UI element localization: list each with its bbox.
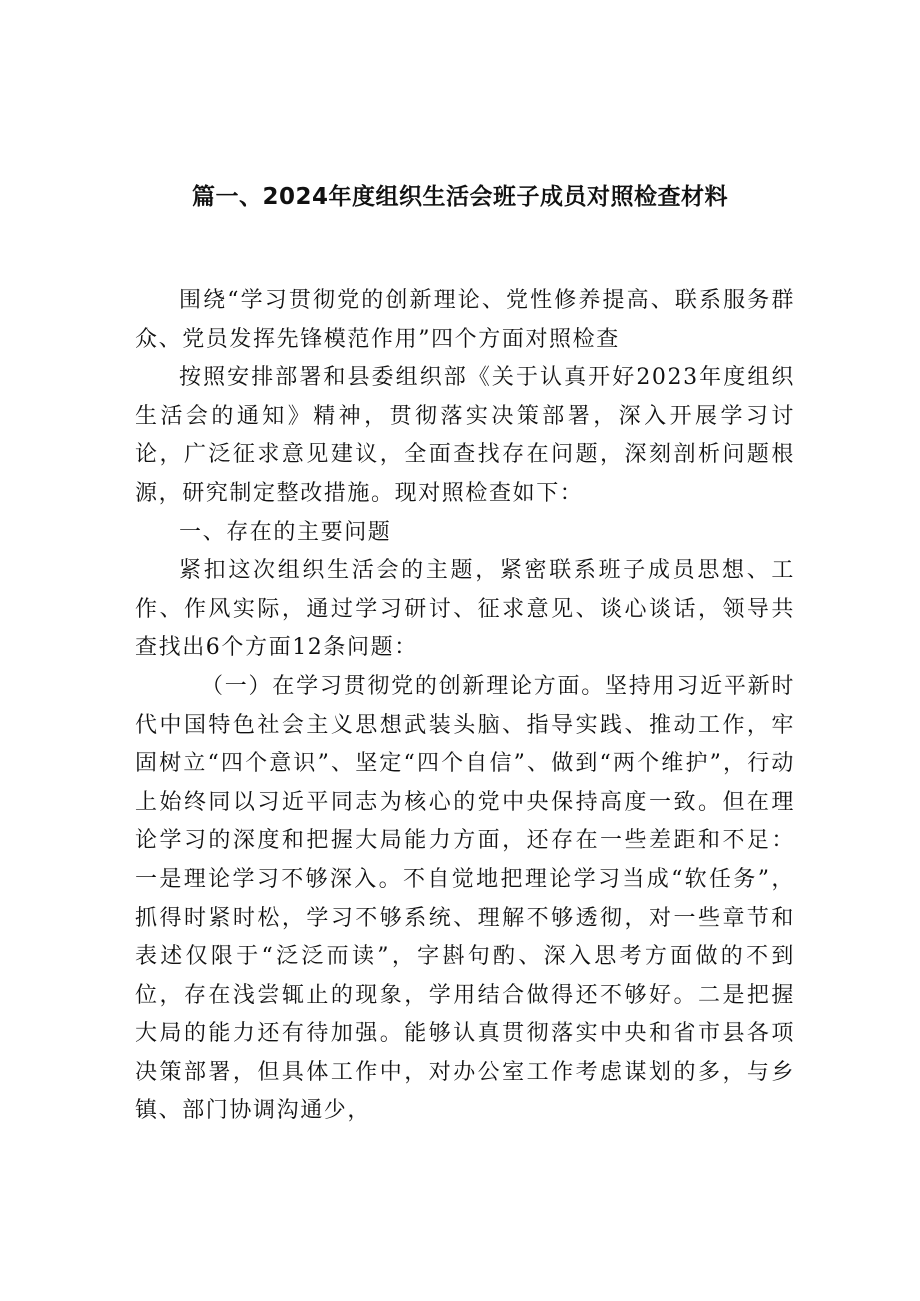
document-body <box>135 282 795 1131</box>
intro-paragraph: 围绕“学习贯彻党的创新理论、党性修养提高、联系服务群众、党员发挥先锋模范作用”四个方面对照检查 <box>135 288 795 352</box>
background-paragraph: 按照安排部署和县委组织部《关于认真开好2023年度组织生活会的通知》精神，贯彻落实决策部署，深入开展学习讨论，广泛征求意见建议，全面查找存在问题，深刻剖析问题根源，研究制定整改措施。现对照检查如下： <box>135 365 795 506</box>
section-heading: 一、存在的主要问题 <box>179 519 392 545</box>
subsection-paragraph: （一）在学习贯彻党的创新理论方面。坚持用习近平新时代中国特色社会主义思想武装头脑、指导实践、推动工作，牢固树立“四个意识”、坚定“四个自信”、做到“两个维护”，行动上始终同以习近平同志为核心的党中央保持高度一致。但在理论学习的深度和把握大局能力方面，还存在一些差距和不足：一是理论学习不够深入。不自觉地把理论学习当成“软任务”，抓得时紧时松，学习不够系统、理解不够透彻，对一些章节和表述仅限于“泛泛而读”，字斟句酌、深入思考方面做的不到位，存在浅尝辄止的现象，学用结合做得还不够好。二是把握大局的能力还有待加强。能够认真贯彻落实中央和省市县各项决策部署，但具体工作中，对办公室工作考虑谋划的多，与乡镇、部门协调沟通少， <box>135 673 795 1124</box>
document-title: 篇一、2024年度组织生活会班子成员对照检查材料 <box>191 184 728 210</box>
summary-paragraph: 紧扣这次组织生活会的主题，紧密联系班子成员思想、工作、作风实际，通过学习研讨、征求意见、谈心谈话，领导共查找出6个方面12条问题： <box>135 558 795 661</box>
